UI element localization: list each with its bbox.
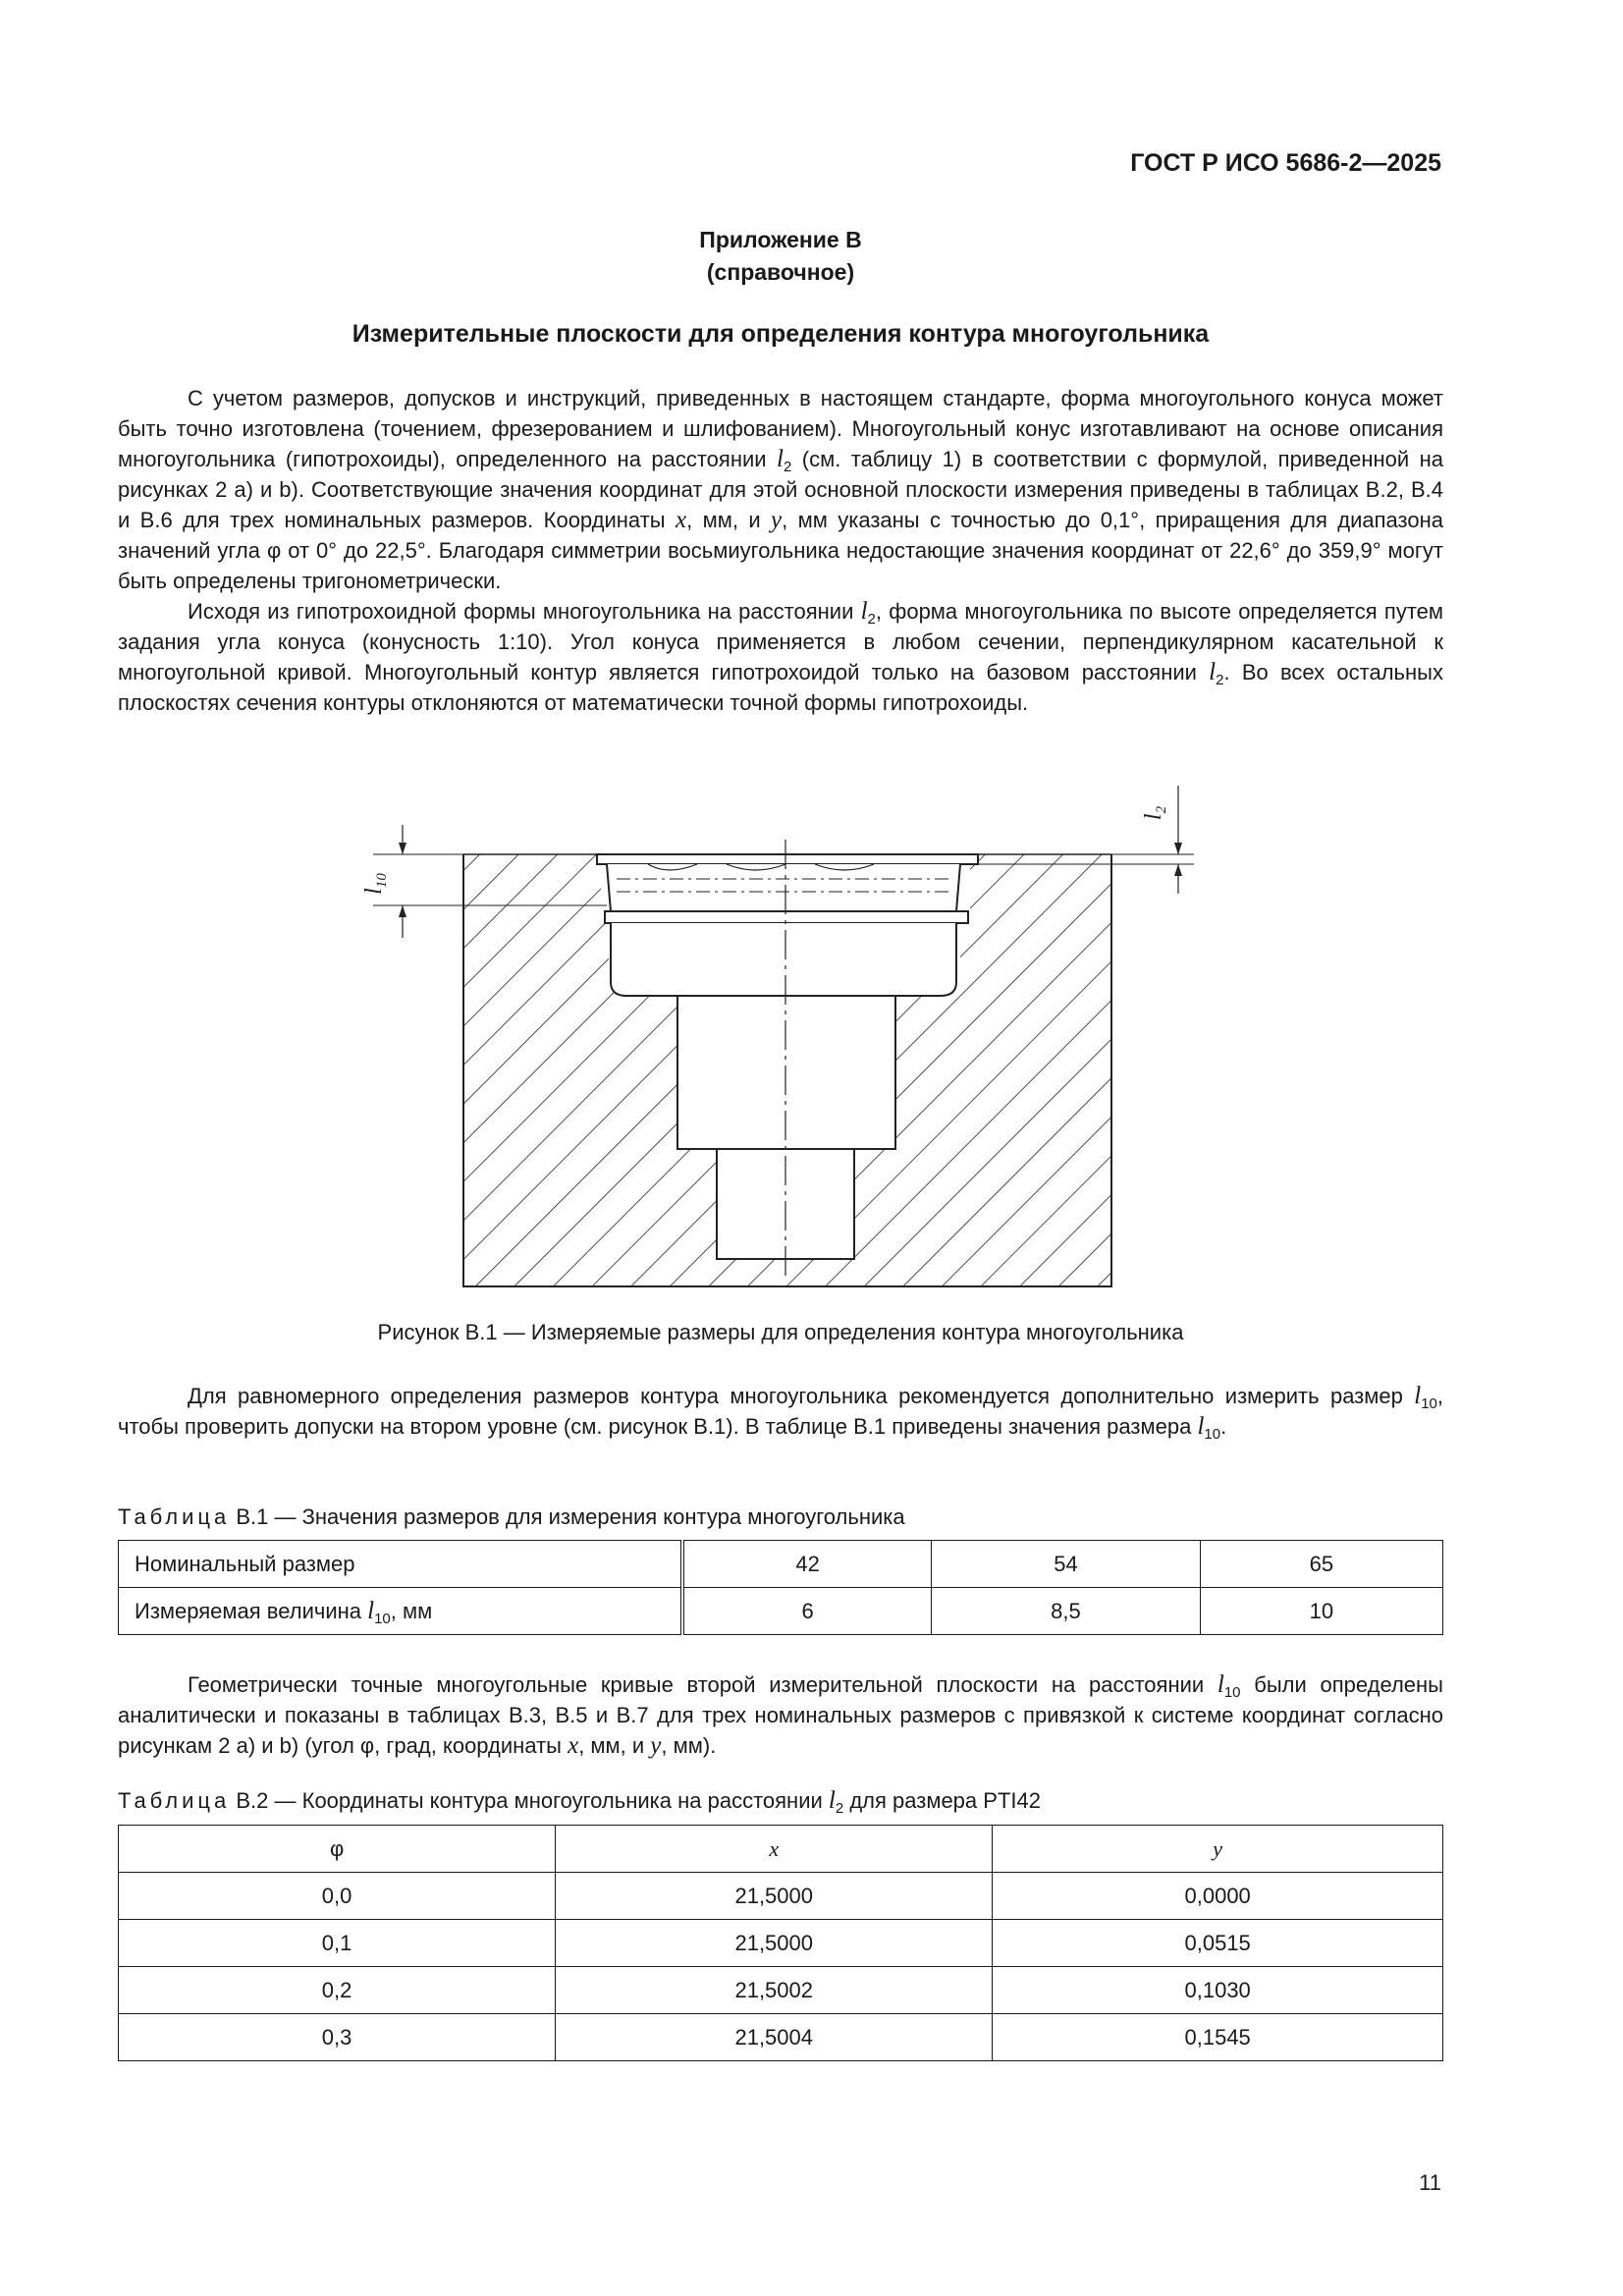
table-cell: 21,5002: [556, 1967, 993, 2014]
table-b2-caption: Таблица В.2 — Координаты контура многоугольника на расстоянии $l_2$ для размера PTI42: [118, 1787, 1041, 1817]
table-cell: 21,5004: [556, 2014, 993, 2061]
annex-heading: [118, 224, 1443, 289]
table-cell: Измеряемая величина $l_{10}$, мм: [119, 1588, 683, 1635]
table-cell: 54: [932, 1541, 1201, 1588]
header-y: y: [993, 1826, 1443, 1873]
label-l10: $l_{10}$: [361, 873, 390, 895]
table-row: [119, 1541, 1443, 1588]
table-cell: 0,0000: [993, 1873, 1443, 1920]
page-number: 11: [1419, 2170, 1441, 2195]
header-x: x: [556, 1826, 993, 1873]
table-cell: 0,0: [119, 1873, 556, 1920]
table-row: [119, 1920, 1443, 1967]
table-header-row: [119, 1826, 1443, 1873]
table-row: [119, 1873, 1443, 1920]
header-phi: φ: [119, 1826, 556, 1873]
table-cell: 0,1030: [993, 1967, 1443, 2014]
annex-title: Приложение В: [699, 227, 862, 252]
figure-b1-drawing: [353, 786, 1237, 1296]
paragraph-2: Исходя из гипотрохоидной формы многоугольника на расстоянии $l_2$, форма многоугольника по высоте определяется путем задания угла конуса (конусность 1:10). Угол конуса применяется в любом сечении, перпендикулярном касательной к многоугольной кривой. Многоугольный контур является гипотрохоидой только на базовом расстоянии $l_2$. Во всех остальных плоскостях сечения контуры отклоняются от математически точной формы гипотрохоиды.: [118, 598, 1444, 715]
table-cell: 0,1: [119, 1920, 556, 1967]
paragraph-1: С учетом размеров, допусков и инструкций, приведенных в настоящем стандарте, форма многоугольного конуса может быть точно изготовлена (точением, фрезерованием и шлифованием). Многоугольный конус изготавливают на основе описания многоугольника (гипотрохоиды), определенного на расстоянии $l_2$ (см. таблицу 1) в соответствии с формулой, приведенной на рисунках 2 a) и b). Соответствующие значения координат для этой основной плоскости измерения приведены в таблицах В.2, В.4 и В.6 для трех номинальных размеров. Координаты x, мм, и y, мм указаны с точностью до 0,1°, приращения для диапазона значений угла φ от 0° до 22,5°. Благодаря симметрии восьмиугольника недостающие значения координат от 22,6° до 359,9° могут быть определены тригонометрически.: [118, 386, 1443, 593]
label-l2: $l_2$: [1141, 805, 1169, 821]
table-cell: 0,0515: [993, 1920, 1443, 1967]
table-cell: 0,1545: [993, 2014, 1443, 2061]
table-cell: 10: [1200, 1588, 1442, 1635]
table-cell: 42: [682, 1541, 932, 1588]
table-row: [119, 1967, 1443, 2014]
table-row: [119, 2014, 1443, 2061]
table-cell: 8,5: [932, 1588, 1201, 1635]
table-cell: Номинальный размер: [119, 1541, 683, 1588]
table-cell: 6: [682, 1588, 932, 1635]
table-b1-caption: Таблица В.1 — Значения размеров для измерения контура многоугольника: [118, 1504, 905, 1529]
table-cell: 65: [1200, 1541, 1442, 1588]
table-row: [119, 1588, 1443, 1635]
table-cell: 21,5000: [556, 1920, 993, 1967]
table-b2: [118, 1825, 1443, 2061]
table-cell: 0,2: [119, 1967, 556, 2014]
document-id: ГОСТ Р ИСО 5686-2—2025: [1130, 149, 1441, 177]
table-cell: 21,5000: [556, 1873, 993, 1920]
table-b1: [118, 1540, 1443, 1635]
intro-text: [118, 383, 1443, 718]
annex-subtitle: (справочное): [706, 259, 855, 285]
figure-caption: Рисунок В.1 — Измеряемые размеры для определения контура многоугольника: [377, 1320, 1184, 1344]
paragraph-4: Геометрически точные многоугольные кривые второй измерительной плоскости на расстоянии $l_{10}$ были определены аналитически и показаны в таблицах В.3, В.5 и В.7 для трех номинальных размеров с привязкой к системе координат согласно рисункам 2 a) и b) (угол φ, град, координаты x, мм, и y, мм).: [118, 1671, 1443, 1759]
section-title: Измерительные плоскости для определения контура многоугольника: [352, 320, 1210, 348]
table-cell: 0,3: [119, 2014, 556, 2061]
paragraph-3: Для равномерного определения размеров контура многоугольника рекомендуется дополнительно измерить размер $l_{10}$, чтобы проверить допуски на втором уровне (см. рисунок В.1). В таблице В.1 приведены значения размера $l_{10}$.: [118, 1383, 1443, 1443]
